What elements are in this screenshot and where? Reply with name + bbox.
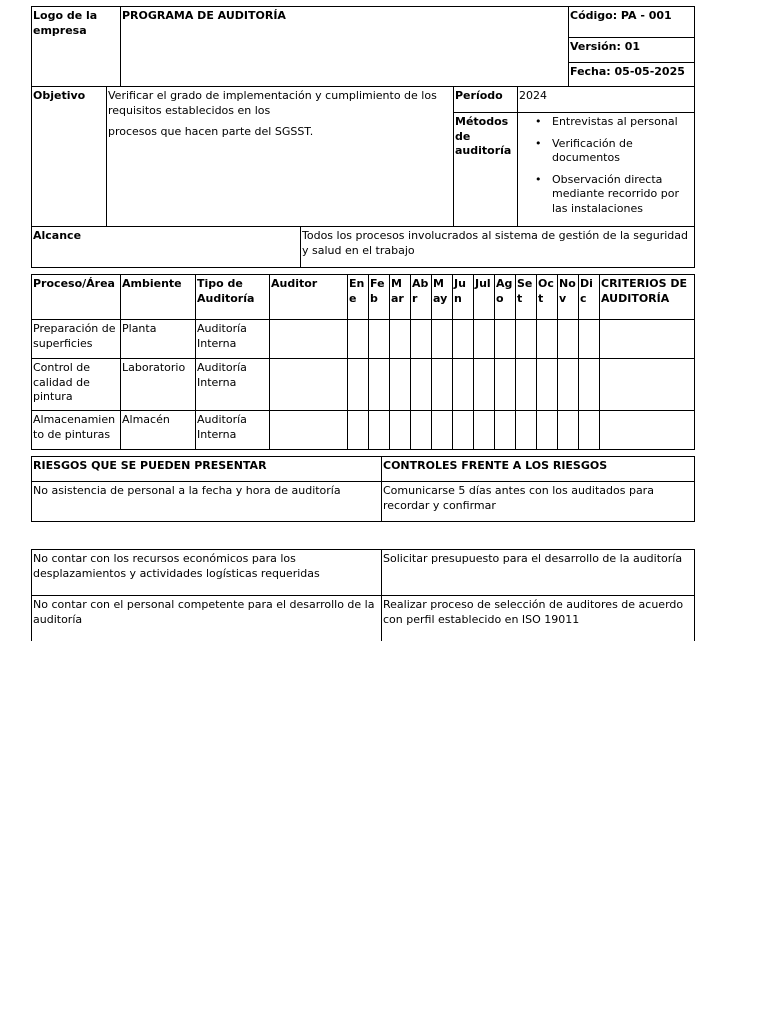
table-cell-auditor bbox=[269, 319, 348, 359]
table-cell-criterios bbox=[599, 319, 695, 359]
month-cell bbox=[389, 319, 411, 359]
control-cell: Comunicarse 5 días antes con los auditados para recordar y confirmar bbox=[381, 481, 695, 522]
month-cell bbox=[410, 410, 432, 450]
risk-cell: No contar con los recursos económicos para los desplazamientos y actividades logísticas requeridas bbox=[31, 549, 382, 596]
table-cell-auditor bbox=[269, 410, 348, 450]
table-cell-criterios bbox=[599, 358, 695, 411]
table-cell-tipo: Auditoría Interna bbox=[195, 358, 270, 411]
table-cell-ambiente: Laboratorio bbox=[120, 358, 196, 411]
month-cell bbox=[368, 410, 390, 450]
methods-list bbox=[517, 112, 695, 227]
month-cell bbox=[494, 319, 516, 359]
month-cell bbox=[557, 358, 579, 411]
month-cell bbox=[557, 319, 579, 359]
month-cell bbox=[536, 358, 558, 411]
month-cell bbox=[347, 410, 369, 450]
month-cell bbox=[473, 319, 495, 359]
control-cell: Realizar proceso de selección de auditores de acuerdo con perfil establecido en ISO 19011 bbox=[381, 595, 695, 641]
month-cell bbox=[431, 358, 453, 411]
month-cell bbox=[368, 358, 390, 411]
month-cell bbox=[515, 358, 537, 411]
month-cell bbox=[452, 358, 474, 411]
col-header-auditor: Auditor bbox=[269, 274, 348, 320]
col-header-proceso: Proceso/Área bbox=[31, 274, 121, 320]
month-cell bbox=[389, 358, 411, 411]
objective-label: Objetivo bbox=[31, 86, 107, 227]
month-cell bbox=[410, 358, 432, 411]
month-header: Feb bbox=[368, 274, 390, 320]
document-code: Código: PA - 001 bbox=[568, 6, 695, 38]
month-header: Ene bbox=[347, 274, 369, 320]
risks-header: RIESGOS QUE SE PUEDEN PRESENTAR bbox=[31, 456, 382, 482]
month-header: Oct bbox=[536, 274, 558, 320]
logo-placeholder: Logo de la empresa bbox=[31, 6, 121, 87]
month-cell bbox=[389, 410, 411, 450]
month-header: Abr bbox=[410, 274, 432, 320]
month-cell bbox=[494, 358, 516, 411]
month-cell bbox=[473, 410, 495, 450]
document-title: PROGRAMA DE AUDITORÍA bbox=[120, 6, 569, 87]
period-label: Período bbox=[453, 86, 518, 113]
document-version: Versión: 01 bbox=[568, 37, 695, 63]
period-value: 2024 bbox=[517, 86, 695, 113]
table-cell-auditor bbox=[269, 358, 348, 411]
month-cell bbox=[578, 410, 600, 450]
month-cell bbox=[536, 319, 558, 359]
table-cell-tipo: Auditoría Interna bbox=[195, 319, 270, 359]
month-cell bbox=[347, 358, 369, 411]
month-header: Dic bbox=[578, 274, 600, 320]
month-cell bbox=[452, 410, 474, 450]
month-cell bbox=[536, 410, 558, 450]
month-cell bbox=[452, 319, 474, 359]
controls-header: CONTROLES FRENTE A LOS RIESGOS bbox=[381, 456, 695, 482]
table-cell-proceso: Almacenamiento de pinturas bbox=[31, 410, 121, 450]
month-cell bbox=[431, 410, 453, 450]
month-header: May bbox=[431, 274, 453, 320]
scope-label: Alcance bbox=[31, 226, 301, 268]
month-cell bbox=[473, 358, 495, 411]
objective-text-line2: procesos que hacen parte del SGSST. bbox=[108, 125, 314, 138]
method-item: • Verificación de documentos bbox=[519, 137, 693, 166]
month-header: Jul bbox=[473, 274, 495, 320]
month-cell bbox=[368, 319, 390, 359]
document-date: Fecha: 05-05-2025 bbox=[568, 62, 695, 87]
table-cell-tipo: Auditoría Interna bbox=[195, 410, 270, 450]
month-cell bbox=[494, 410, 516, 450]
method-item: • Observación directa mediante recorrido por las instalaciones bbox=[519, 173, 693, 217]
month-header: Set bbox=[515, 274, 537, 320]
month-header: Ago bbox=[494, 274, 516, 320]
table-cell-ambiente: Almacén bbox=[120, 410, 196, 450]
month-header: Jun bbox=[452, 274, 474, 320]
month-cell bbox=[431, 319, 453, 359]
month-header: Nov bbox=[557, 274, 579, 320]
col-header-ambiente: Ambiente bbox=[120, 274, 196, 320]
month-cell bbox=[515, 410, 537, 450]
table-cell-ambiente: Planta bbox=[120, 319, 196, 359]
objective-text-line1: Verificar el grado de implementación y cumplimiento de los requisitos establecidos en los bbox=[108, 89, 437, 117]
table-cell-proceso: Preparación de superficies bbox=[31, 319, 121, 359]
month-cell bbox=[347, 319, 369, 359]
col-header-criterios: CRITERIOS DE AUDITORÍA bbox=[599, 274, 695, 320]
col-header-tipo: Tipo de Auditoría bbox=[195, 274, 270, 320]
month-cell bbox=[578, 358, 600, 411]
table-cell-criterios bbox=[599, 410, 695, 450]
risk-cell: No asistencia de personal a la fecha y hora de auditoría bbox=[31, 481, 382, 522]
month-cell bbox=[515, 319, 537, 359]
table-cell-proceso: Control de calidad de pintura bbox=[31, 358, 121, 411]
control-cell: Solicitar presupuesto para el desarrollo de la auditoría bbox=[381, 549, 695, 596]
risk-cell: No contar con el personal competente para el desarrollo de la auditoría bbox=[31, 595, 382, 641]
methods-label: Métodos de auditoría bbox=[453, 112, 518, 227]
objective-text bbox=[106, 86, 454, 227]
scope-text: Todos los procesos involucrados al sistema de gestión de la seguridad y salud en el trabajo bbox=[300, 226, 695, 268]
month-cell bbox=[557, 410, 579, 450]
month-header: Mar bbox=[389, 274, 411, 320]
month-cell bbox=[410, 319, 432, 359]
method-item: • Entrevistas al personal bbox=[519, 115, 693, 130]
month-cell bbox=[578, 319, 600, 359]
